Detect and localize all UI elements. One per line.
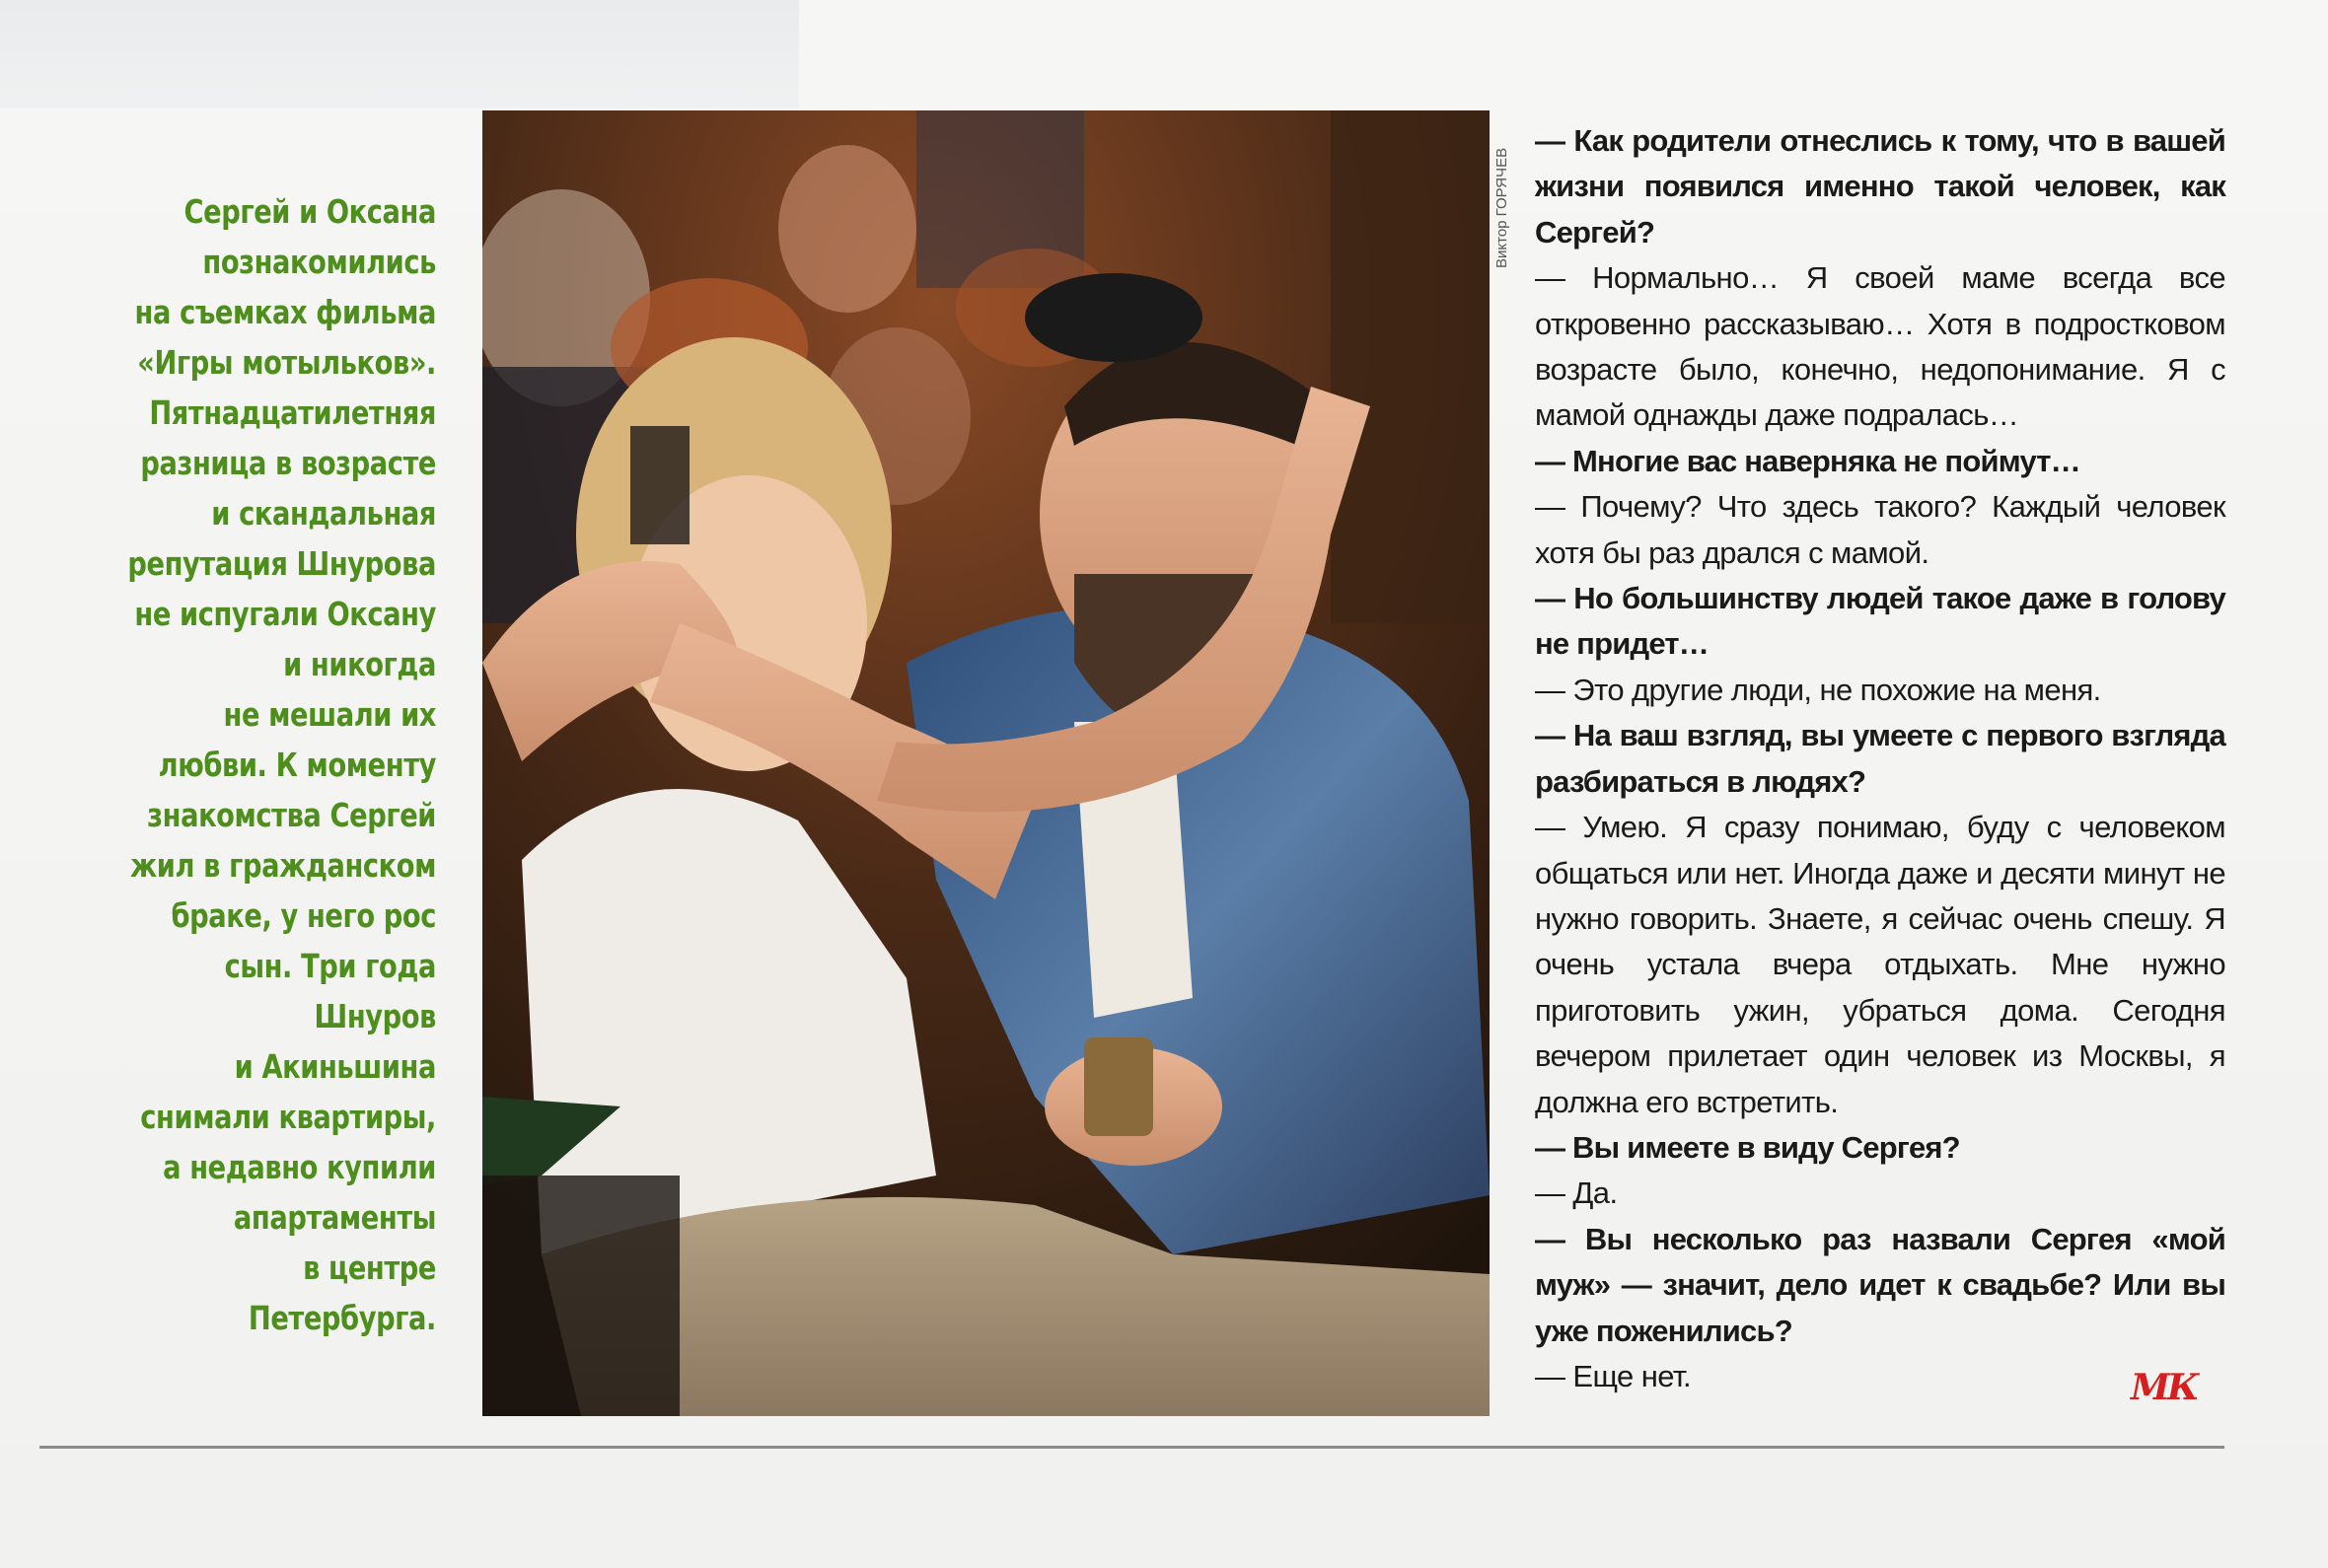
interview-question: — Но большинству людей такое даже в голову не придет… [1535,581,2225,662]
caption-line: жил в гражданском [130,847,437,885]
caption-line: не мешали их [223,696,436,734]
interview-question: — На ваш взгляд, вы умеете с первого взгляда разбираться в людях? [1535,718,2225,799]
caption-line: знакомства Сергей [147,797,436,834]
interview-answer: — Почему? Что здесь такого? Каждый человек хотя бы раз дрался с мамой. [1535,489,2225,570]
caption-line: и скандальная [211,495,436,533]
caption-line: и Акиньшина [234,1048,436,1086]
interview-text [1535,118,2225,1399]
caption-line: познакомились [202,244,436,281]
caption-line: не испугали Оксану [134,596,436,633]
interview-answer: — Это другие люди, не похожие на меня. [1535,672,2101,707]
photo-credit-text: Виктор ГОРЯЧЕВ [1493,147,1510,268]
caption-line: а недавно купили [163,1149,436,1186]
bottom-rule [39,1446,2224,1449]
page-edge-strip [0,0,799,108]
caption-line: на съемках фильма [134,294,436,331]
photo-caption [119,187,436,1344]
caption-line: и никогда [283,646,436,683]
caption-line: любви. К моменту [158,747,436,784]
caption-line: в центре [303,1249,436,1287]
interview-question: — Вы несколько раз назвали Сергея «мой муж» — значит, дело идет к свадьбе? Или вы уже поженились? [1535,1221,2225,1348]
caption-line: Сергей и Оксана [183,193,436,231]
caption-line: апартаменты [233,1199,436,1237]
interview-answer: — Нормально… Я своей маме всегда все откровенно рассказываю… Хотя в подростковом возрасте было, конечно, недопонимание. Я с мамой однажды даже подралась… [1535,260,2225,433]
interview-question: — Многие вас наверняка не поймут… [1535,443,2080,478]
photo-credit [1491,110,1515,268]
publication-logo: МК [2131,1367,2197,1408]
photo-illustration [482,110,1490,1416]
interview-answer: — Умею. Я сразу понимаю, буду с человеком общаться или нет. Иногда даже и десяти минут не нужно говорить. Знаете, я сейчас очень спешу. Я очень устала вчера отдыхать. Мне нужно приготовить ужин, убраться дома. Сегодня вечером прилетает один человек из Москвы, я должна его встретить. [1535,810,2225,1119]
interview-answer: — Да. [1535,1176,1618,1211]
caption-line: браке, у него рос [171,897,436,935]
interview-question: — Вы имеете в виду Сергея? [1535,1129,1960,1165]
caption-line: Пятнадцатилетняя [149,394,436,432]
caption-line: снимали квартиры, [140,1099,436,1136]
caption-line: репутация Шнурова [127,545,437,583]
caption-line: Шнуров [314,998,436,1035]
interview-answer: — Еще нет. [1535,1358,1692,1393]
caption-line: сын. Три года [224,948,436,985]
caption-line: разница в возрасте [140,445,436,482]
caption-line: «Игры мотыльков». [137,344,437,382]
article-photo [482,110,1490,1416]
caption-line: Петербурга. [248,1300,436,1337]
interview-question: — Как родители отнеслись к тому, что в вашей жизни появился именно такой человек, как Сергей? [1535,123,2225,249]
